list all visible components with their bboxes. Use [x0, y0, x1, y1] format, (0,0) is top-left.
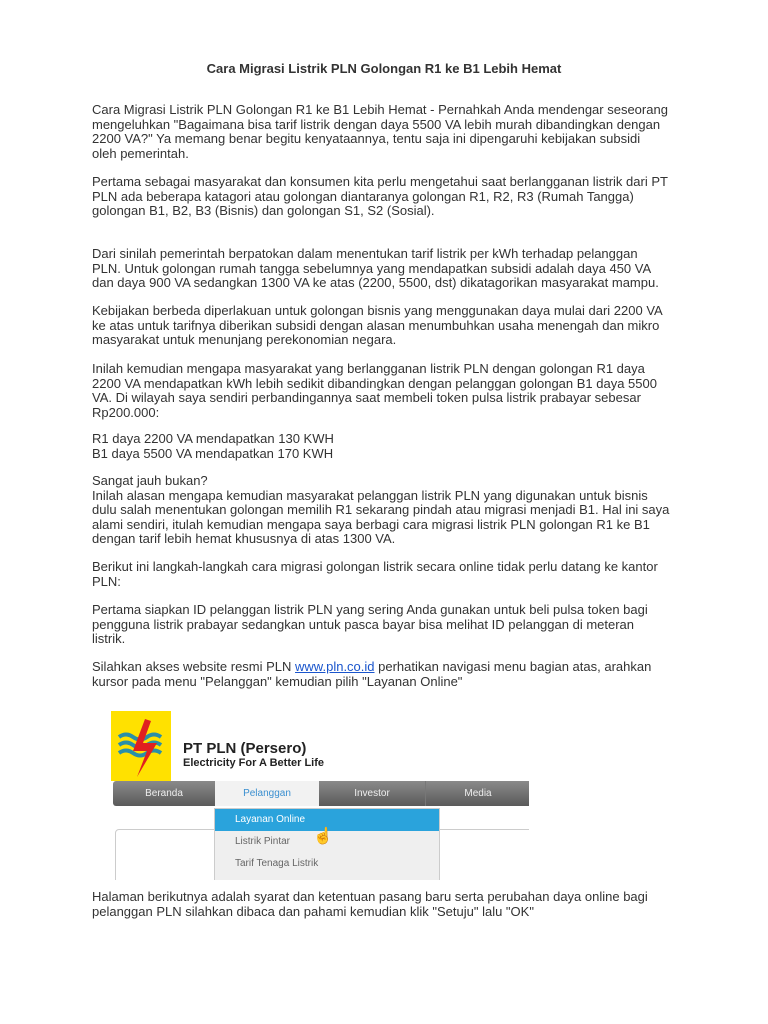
text-line: 2200 VA?" Ya memang benar begitu kenyataannya, tentu saja ini dipengaruhi kebijakan subsidi — [92, 131, 641, 146]
pln-website-link[interactable]: www.pln.co.id — [295, 659, 375, 674]
paragraph — [92, 560, 732, 589]
nav-bar — [113, 781, 529, 806]
text-line: B1 daya 5500 VA mendapatkan 170 KWH — [92, 445, 334, 461]
text-line: Inilah alasan mengapa kemudian masyarakat pelanggan listrik PLN yang digunakan untuk bisnis — [92, 487, 648, 503]
brand-name: PT PLN (Persero) — [183, 740, 307, 757]
text-line: listrik. — [92, 631, 126, 646]
text-line: alami sendiri, itulah kemudian mengapa saya berbagi cara migrasi listrik PLN golongan R1 ke B1 — [92, 516, 650, 532]
text-line: ke atas untuk tarifnya diberikan subsidi dengan alasan menumbuhkan usaha menengah dan mikro — [92, 317, 660, 333]
menu-item-tarif-tenaga-listrik[interactable]: Tarif Tenaga Listrik — [235, 858, 319, 869]
paragraph — [92, 432, 732, 461]
text-line: kursor pada menu "Pelanggan" kemudian pilih "Layanan Online" — [92, 673, 463, 689]
text: Silahkan akses website resmi PLN — [92, 659, 296, 674]
brand-tagline: Electricity For A Better Life — [183, 757, 324, 769]
paragraph — [92, 362, 732, 420]
text-line: dengan tarif lebih hemat khususnya di atas 1300 VA. — [92, 531, 396, 546]
text-line: Pertama siapkan ID pelanggan listrik PLN yang sering Anda gunakan untuk beli pulsa token bagi — [92, 602, 648, 617]
text-line: Halaman berikutnya adalah syarat dan ketentuan pasang baru serta perubahan daya online bagi — [92, 889, 648, 904]
paragraph — [92, 103, 732, 161]
paragraph — [92, 304, 732, 348]
text-line: R1 daya 2200 VA mendapatkan 130 KWH — [92, 431, 334, 446]
paragraph — [92, 175, 732, 219]
pln-website-screenshot — [111, 705, 529, 880]
text: perhatikan navigasi menu bagian atas, arahkan — [374, 659, 652, 674]
menu-item-listrik-pintar[interactable]: Listrik Pintar — [235, 836, 291, 847]
text-line: PLN: — [92, 573, 121, 589]
paragraph — [92, 247, 732, 291]
text-line: Berikut ini langkah-langkah cara migrasi golongan listrik secara online tidak perlu datang ke kantor — [92, 559, 658, 574]
hand-cursor-icon: ☝ — [313, 828, 333, 845]
nav-pelanggan[interactable]: Pelanggan — [215, 781, 319, 806]
menu-item-layanan-online[interactable]: Layanan Online — [215, 809, 439, 831]
paragraph — [92, 890, 732, 919]
text-line: masyarakat untuk menunjang perekonomian negara. — [92, 332, 397, 347]
text-line: oleh pemerintah. — [92, 145, 189, 161]
document-title: Cara Migrasi Listrik PLN Golongan R1 ke B1 Lebih Hemat — [206, 61, 562, 76]
text-line: Cara Migrasi Listrik PLN Golongan R1 ke B1 Lebih Hemat - Pernahkah Anda mendengar seseorang — [92, 102, 668, 117]
paragraph — [92, 603, 732, 647]
text-line: golongan B1, B2, B3 (Bisnis) dan golongan S1, S2 (Sosial). — [92, 203, 435, 218]
paragraph — [92, 474, 732, 547]
text-line: Pertama sebagai masyarakat dan konsumen kita perlu mengetahui saat berlangganan listrik dari PT — [92, 174, 668, 189]
text-line: VA. Di wilayah saya sendiri perbandingannya saat membeli token pulsa listrik prabayar sebesar — [92, 390, 641, 405]
nav-beranda[interactable]: Beranda — [145, 788, 183, 799]
text-line: Dari sinilah pemerintah berpatokan dalam menentukan tarif listrik per kWh terhadap pelanggan — [92, 246, 638, 261]
nav-media[interactable]: Media — [425, 781, 529, 806]
text-line: 2200 VA mendapatkan kWh lebih sedikit dibandingkan dengan pelanggan golongan B1 daya 5500 — [92, 375, 657, 391]
text-line: Sangat jauh bukan? — [92, 473, 208, 488]
text-line: dan daya 900 VA sedangkan 1300 VA ke atas (2200, 5500, dst) dikatagorikan masyarakat mampu. — [92, 275, 659, 290]
text-line: Inilah kemudian mengapa masyarakat yang berlangganan listrik PLN dengan golongan R1 daya — [92, 361, 645, 376]
text-line: Kebijakan berbeda diperlakuan untuk golongan bisnis yang menggunakan daya mulai dari 2200 VA — [92, 303, 663, 318]
paragraph-link — [92, 660, 732, 689]
text-line: Rp200.000: — [92, 404, 160, 420]
text-line: pelanggan PLN silahkan dibaca dan pahami kemudian klik "Setuju" lalu "OK" — [92, 903, 534, 919]
text-line: PLN. Untuk golongan rumah tangga sebelumnya yang mendapatkan subsidi adalah daya 450 VA — [92, 260, 652, 276]
text-line: dulu salah menentukan golongan memilih R1 sekarang pindah atau migrasi menjadi B1. Hal ini saya — [92, 502, 670, 517]
text-line: pengguna listrik prabayar sedangkan untuk pasca bayar bisa melihat ID pelanggan di meteran — [92, 616, 635, 632]
text-line: PLN ada beberapa katagori atau golongan diantaranya golongan R1, R2, R3 (Rumah Tangga) — [92, 188, 634, 204]
nav-investor[interactable]: Investor — [354, 788, 390, 799]
pln-logo — [111, 711, 171, 781]
text-line: mengeluhkan "Bagaimana bisa tarif listrik dengan daya 5500 VA lebih murah dibandingkan dengan — [92, 116, 661, 132]
